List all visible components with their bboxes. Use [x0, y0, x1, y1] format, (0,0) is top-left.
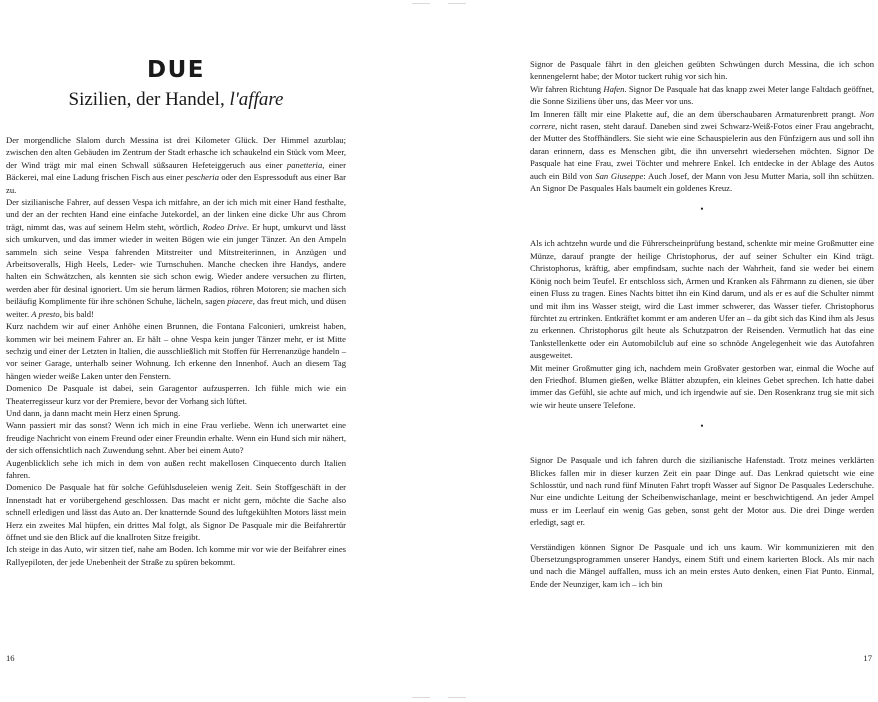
text-run: Signor de Pasquale fährt in den gleichen geübten Schwüngen durch Messina, die ich schon kennengelernt habe; der Motor tuckert ruhig vor sich hin. [530, 59, 874, 82]
paragraph [530, 58, 874, 83]
text-run: Ich steige in das Auto, wir sitzen tief, nahe am Boden. Ich komme mir vor wie der Beifahrer eines Rallyepiloten, der jede Unebenheit der Straße zu spüren bekommt. [6, 544, 346, 567]
text-run: , das freut mich, und düsen weiter. [6, 296, 347, 319]
text-run: : Auch Josef, der Mann von Jesu Mutter Maria, soll ihn schützen. An Signor De Pasquales Hals baumelt ein goldenes Kreuz. [530, 170, 875, 194]
text-run: Wir fahren Richtung [530, 83, 604, 94]
paragraph [530, 541, 874, 591]
paragraph [6, 382, 346, 407]
section-1-paragraphs [530, 58, 874, 194]
text-run: Als ich achtzehn wurde und die Führerscheinprüfung bestand, schenkte mir meine Großmutter eine Münze, darauf prangte der heilige Christophorus, der auf seiner Schulter ein Kind trägt. Christophorus, kräftig, aber empfindsam, suchte nach der Wahrheit, fand sie weder bei einem König noch beim Teufel. Er entschloss sich, Armen und Kranken als Fährmann zu dienen, sie über einen Fluss zu tragen. Eines Nachts bittet ihn ein Kind darum, und als er es auf die Schulter nimmt und mit ihm ins Wasser steigt, wird die Last immer schwerer, das Wasser tiefer. Christophorus fürchtet zu ertrinken. Entkräftet kommt er am anderen Ufer an – da gibt sich das Kind ihm als Jesus zu erkennen. Christophorus gilt heute als Schutzpatron der Reisenden. Vermutlich hat das eine Tankstellenkette oder ein Automobilclub auf eine so schnöde Angelegenheit wie das Autofahren ausgeweitet. [530, 238, 874, 361]
chapter-title [6, 88, 346, 112]
text-run: oder den Espressoduft aus einer Bar zu. [6, 172, 346, 195]
text-run: Wann passiert mir das sonst? Wenn ich mich in eine Frau verliebe. Wenn ich unerwartet eine freudige Nachricht von einem Freund oder einer Freundin erhalte. Wenn ein Hund sich mir nähert, der sich offensichtlich nach Zuwendung sehnt. Aber bei einem Auto? [6, 420, 346, 456]
paragraph [530, 362, 874, 412]
page-number-right: 17 [863, 653, 872, 663]
text-run: Verständigen können Signor De Pasquale und ich uns kaum. Wir kommunizieren mit den Übersetzungsprogrammen unserer Handys, einem Stift und einem karierten Block. Als mir nach und nach die Mängel auffallen, muss ich an mein erstes Auto denken, einen Fiat Punto. Einmal, Ende der Neunziger, kam ich – ich bin [530, 541, 874, 589]
italic-term: Rodeo Drive [202, 221, 247, 232]
paragraph [6, 481, 346, 543]
section-separator: • [700, 204, 704, 215]
paragraph [530, 454, 874, 528]
text-run: Signor De Pasquale und ich fahren durch die sizilianische Hafenstadt. Trotz meines verklärten Blickes fallen mir in dieser kurzen Zeit ein paar Dinge auf. Das Lenkrad quietscht wie eine Schlosstür, und nach rund fünf Minuten Fahrt tropft Wasser auf Signor De Pasquales Lederschuhe. Nur eine undichte Leitung der Scheibenwischanlage, meint er beschwichtigend. An jeder Ampel muss er im Leerlauf ein wenig Gas geben, sonst geht der Motor aus. Die drei Dinge werden erledigt, sagt er. [530, 455, 874, 528]
text-run: , nicht rasen, steht darauf. Daneben sind zwei Schwarz-Weiß-Fotos einer Frau angebracht, der Mutter des Stoffhändlers. Sie sieht wie eine Schauspielerin aus den Fünfzigern aus und soll ihn daran erinnern, dass es Menschen gibt, die ihn unversehrt wiedersehen möchten. Signor De Pasquale hat eine Frau, zwei Töchter und mehrere Enkel. Ich entdecke in der Ablage des Autos auch ein Bild von [530, 121, 874, 181]
paragraph [6, 457, 346, 482]
left-body-text [6, 134, 346, 568]
italic-term: Non correre [530, 108, 874, 132]
text-run: . Er hupt, umkurvt und lässt sich umkurven, und das immer wieder in weiten Bögen wie ein junger Tänzer. An den Ampeln sammeln sich seine Vespa fahrenden Mitstreiter und Mitstreiterinnen, in Anzügen und Arbeitsoveralls, High Heels, Leder- wie Turnschuhen. Manche checken ihre Handys, andere halten ein Schwätzchen, als kennten sie sich schon ewig. Wieder andere versuchen zu flirten, werden aber für desinal ignoriert. Um sie herum lärmen Radios, röhren Motoren; sie machen sich beiläufig Komplimente für ihre schönen Schuhe, lächeln, sagen [6, 221, 347, 307]
chapter-title-italic: l'affare [229, 89, 284, 110]
paragraph [6, 320, 346, 382]
left-paragraphs [6, 134, 346, 568]
italic-term: piacere [227, 296, 253, 307]
italic-term: pescheria [185, 172, 219, 183]
paragraph [6, 407, 346, 419]
italic-term: A presto [31, 308, 60, 319]
paragraph [530, 237, 874, 361]
italic-term: panetteria [286, 159, 323, 170]
text-run: , einer Bäckerei, mal eine Ladung frischen Fisch aus einer [6, 159, 346, 183]
paragraph [530, 108, 874, 195]
paragraph [530, 83, 874, 108]
text-run: Und dann, ja dann macht mein Herz einen Sprung. [6, 407, 181, 418]
text-run: Im Inneren fällt mir eine Plakette auf, die an dem überschaubaren Armaturenbrett prangt. [530, 108, 860, 119]
text-run: Kurz nachdem wir auf einer Anhöhe einen Brunnen, die Fontana Falconieri, umkreist haben, kommen wir bei meinem Fahrer an. Er hält – ohne Vespa kein junger Tänzer mehr, er ist Mitte sechzig und einer der Letzten in Italien, die ausschließlich mit Stoffen für Herrenanzüge handeln – vor seiner Garage, unterhalb seiner Wohnung. Ich erkenne den Innenhof. Auch an diesem Tag hängen wieder weiße Laken unter den Fenstern. [6, 321, 346, 381]
text-run: . Signor De Pasquale hat das knapp zwei Meter lange Faltdach geöffnet, die Sonne Siziliens über uns, das Meer vor uns. [530, 83, 874, 107]
paragraph [6, 196, 346, 320]
section-separator: • [700, 421, 704, 432]
paragraph [6, 419, 346, 456]
right-body-text [530, 58, 874, 590]
text-run: Der morgendliche Slalom durch Messina ist drei Kilometer Glück. Der Himmel azurblau; zwischen den alten Gebäuden im Zentrum der Stadt erhasche ich schaukelnd ein Stück vom Meer, der Wind trägt mir mal einen Schwall süßsauren Hefeteiggeruch aus einer [6, 135, 346, 170]
chapter-title-text: Sizilien, der Handel, [68, 89, 230, 110]
italic-term: San Giuseppe [595, 170, 644, 181]
paragraph [6, 134, 346, 196]
text-run: , bis bald! [59, 308, 94, 319]
italic-term: Hafen [603, 83, 625, 94]
gutter-mark [448, 3, 466, 4]
section-3-paragraphs [530, 454, 874, 590]
gutter-mark [448, 697, 466, 698]
gutter-mark [412, 697, 430, 698]
text-run: Augenblicklich sehe ich mich in dem von außen recht makellosen Cinquecento durch Italien fahren. [6, 457, 346, 480]
left-page [6, 0, 346, 702]
text-run: Der sizilianische Fahrer, auf dessen Vespa ich mitfahre, an der ich mich mit einer Hand festhalte, und der an der rechten Hand eine einfache Jutekordel, an der linken eine dicke Uhr aus Chrom trägt, nimmt das, was auf seinem Helm steht, wörtlich, [6, 197, 346, 232]
right-page [530, 0, 874, 702]
gutter-mark [412, 3, 430, 4]
page-number-left: 16 [6, 653, 15, 663]
text-run: Domenico De Pasquale hat für solche Gefühlsduseleien wenig Zeit. Sein Stoffgeschäft in der Innenstadt hat er vorübergehend geschlossen. Das macht er nicht gern, möchte die Sache also schnell erledigen und lässt das Auto an. Der knatternde Sound des luftgekühlten Motors lässt mein Herz ein zweites Mal hüpfen, ein drittes Mal folgt, als Signor De Pasquale mir die Beifahrertür öffnet und sie den Blick auf die knallroten Sitze freigibt. [6, 482, 346, 542]
chapter-number: DUE [147, 57, 205, 83]
text-run: Domenico De Pasquale ist dabei, sein Garagentor aufzusperren. Ich fühle mich wie ein Theaterregisseur kurz vor der Premiere, bevor der Vorhang sich lüftet. [6, 383, 346, 406]
section-2-paragraphs [530, 237, 874, 411]
text-run: Mit meiner Großmutter ging ich, nachdem mein Großvater gestorben war, einmal die Woche auf den Friedhof. Blumen gießen, welke Blätter abzupfen, ein kleines Gebet sprechen. Ich hatte dabei immer das Gefühl, sie achte auf mich, und ich irgendwie auf sie. Den Rosenkranz trug sie mit sich wie wir heute unsere Telefone. [530, 362, 874, 410]
paragraph [6, 543, 346, 568]
